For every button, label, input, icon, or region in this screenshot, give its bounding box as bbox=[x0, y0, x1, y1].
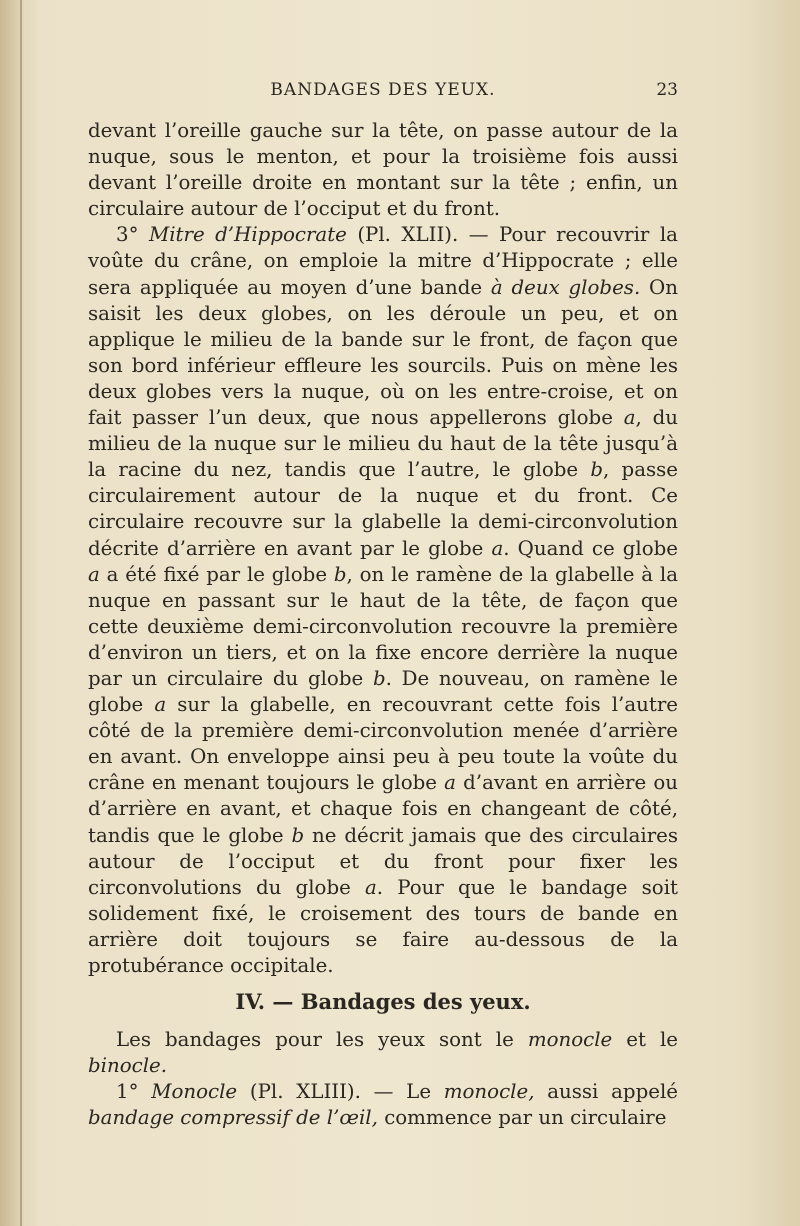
paragraph-1: devant l’oreille gauche sur la tête, on passe autour de la nuque, sous le menton, et pour la troisième fois aussi devant l’oreille droite en montant sur la tête ; enfin, un circulaire autour de l’occiput et du front. bbox=[88, 119, 678, 221]
page-header bbox=[88, 78, 678, 108]
item-title: Mitre d’Hippocrate bbox=[148, 223, 347, 247]
running-head: BANDAGES DES YEUX. bbox=[270, 80, 496, 100]
item-title: Monocle bbox=[151, 1080, 238, 1104]
paragraph-mitre: 3° Mitre d’Hippocrate (Pl. XLII). — Pour recouvrir la voûte du crâne, on emploie la mitre d’Hippocrate ; elle sera appliquée au moyen d’une bande à deux globes. On saisit les deux globes, on les déroule un peu, et on applique le milieu de la bande sur le front, de façon que son bord inférieur effleure les sourcils. Puis on mène les deux globes vers la nuque, où on les entre-croise, et on fait passer l’un deux, que nous appellerons globe a, du milieu de la nuque sur le milieu du haut de la tête jusqu’à la racine du nez, tandis que l’autre, le globe b, passe circulairement autour de la nuque et du front. Ce circulaire recouvre sur la glabelle la demi-circonvolution décrite d’arrière en avant par le globe a. Quand ce globe a a été fixé par le globe b, on le ramène de la glabelle à la nuque en passant sur le haut de la tête, de façon que cette deuxième demi-circonvolution recouvre la première d’environ un tiers, et on la fixe encore derrière la nuque par un circulaire du globe b. De nouveau, on ramène le globe a sur la glabelle, en recouvrant cette fois l’autre côté de la première demi-circonvolution menée d’arrière en avant. On enveloppe ainsi peu à peu toute la voûte du crâne en menant toujours le globe a d’avant en arrière ou d’arrière en avant, et chaque fois en changeant de côté, tandis que le globe b ne décrit jamais que des circulaires autour de l’occiput et du front pour fixer les circonvolutions du globe a. Pour que le bandage soit solidement fixé, le croisement des tours de bande en arrière doit toujours se faire au-dessous de la protubérance occipitale. bbox=[88, 223, 679, 977]
page-number: 23 bbox=[656, 80, 678, 100]
book-spine-shadow bbox=[0, 0, 26, 1226]
section-title: IV. — Bandages des yeux. bbox=[235, 989, 531, 1015]
body-text bbox=[88, 118, 678, 1132]
item-number: 1° bbox=[116, 1080, 139, 1104]
paragraph-eye-bandages: Les bandages pour les yeux sont le monocle et le binocle. bbox=[88, 1028, 679, 1078]
paragraph-monocle: 1° Monocle (Pl. XLIII). — Le monocle, aussi appelé bandage compressif de l’œil, commence par un circulaire bbox=[88, 1080, 678, 1130]
item-number: 3° bbox=[116, 223, 139, 247]
binding-edge bbox=[20, 0, 22, 1226]
